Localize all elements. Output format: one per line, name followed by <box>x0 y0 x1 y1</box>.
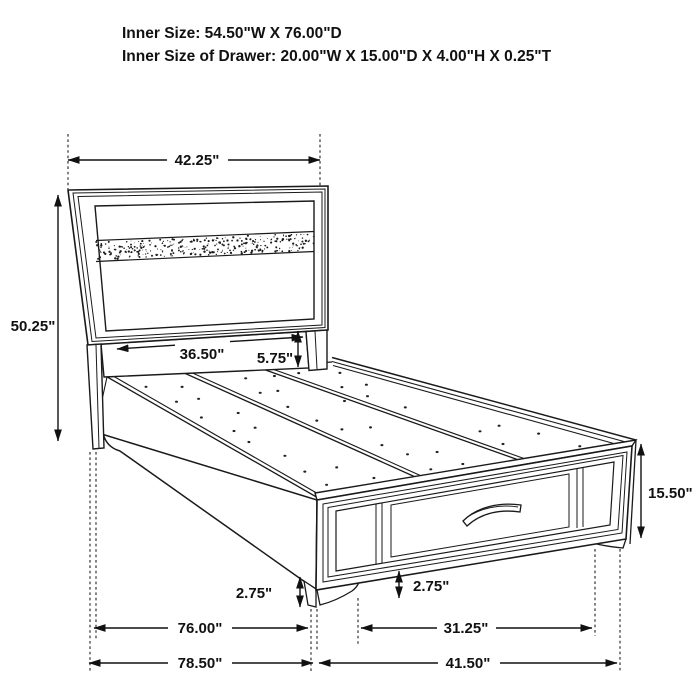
spec-line-1: Inner Size: 54.50"W X 76.00"D <box>122 25 342 42</box>
headboard-leg-right <box>306 330 327 371</box>
dim-headboard-width <box>68 134 320 189</box>
dim-drawer-section-width <box>361 620 592 637</box>
dim-label-foot-leg-height: 2.75" <box>413 578 450 595</box>
headboard-panel <box>95 201 314 331</box>
dim-label-headboard-inner-width: 36.50" <box>179 346 225 363</box>
dim-label-rail-height: 5.75" <box>256 350 294 367</box>
headboard-leg-left <box>87 344 104 449</box>
dim-overall-length <box>89 655 313 672</box>
spec-header <box>122 25 552 65</box>
dim-headboard-height <box>11 195 58 441</box>
dim-inner-length <box>94 620 308 637</box>
dim-label-footboard-height: 15.50" <box>648 485 693 502</box>
headboard-frame <box>68 186 328 345</box>
dim-label-side-leg-height: 2.75" <box>235 585 273 602</box>
dim-overall-width <box>319 655 617 672</box>
dim-footboard-height <box>641 444 693 538</box>
dim-label-overall-length: 78.50" <box>177 655 223 672</box>
dim-label-drawer-section-width: 31.25" <box>443 620 489 637</box>
dim-side-leg-height <box>236 577 300 607</box>
dim-label-headboard-height: 50.25" <box>10 318 56 335</box>
dim-label-inner-length: 76.00" <box>177 620 223 637</box>
dim-label-overall-width: 41.50" <box>445 655 491 672</box>
dim-label-headboard-width: 42.25" <box>174 152 220 169</box>
spec-line-2: Inner Size of Drawer: 20.00"W X 15.00"D X 4.00"H X 0.25"T <box>122 48 552 65</box>
